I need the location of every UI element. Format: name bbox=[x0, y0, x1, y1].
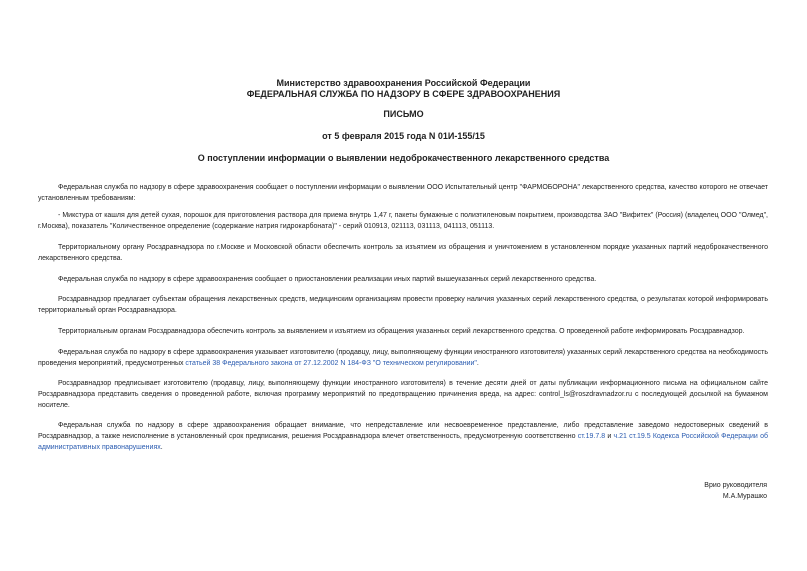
paragraph-7-text: Федеральная служба по надзору в сфере здравоохранения указывает изготовителю (продавцу, лицу, выполняющему функции иностранного изготовителя) указанных серий лекарственного средства на необходимость проведения мероприятий, предусмотренных bbox=[38, 349, 768, 367]
paragraph-7-end: . bbox=[476, 360, 479, 367]
signature-name: М.А.Мурашко bbox=[722, 493, 767, 500]
paragraph-4: Федеральная служба по надзору в сфере здравоохранения сообщает о приостановлении реализации иных партий вышеуказанных серий лекарственного средства. bbox=[58, 276, 597, 283]
document-date-number: от 5 февраля 2015 года N 01И-155/15 bbox=[322, 131, 485, 141]
koap-article-link[interactable]: ч.21 ст.19.5 Кодекса Российской Федерации об административных правонарушениях bbox=[38, 433, 768, 451]
paragraph-7 bbox=[38, 347, 768, 369]
paragraph-9-conjunction: и bbox=[605, 433, 614, 440]
paragraph-9 bbox=[38, 420, 768, 453]
article-19-7-8-link[interactable]: ст.19.7.8 bbox=[577, 433, 606, 440]
paragraph-6: Территориальным органам Росздравнадзора обеспечить контроль за выявлением и изъятием из обращения указанных серий лекарственного средства. О проведенной работе информировать Росздравнадзор. bbox=[58, 328, 745, 335]
ministry-name: Министерство здравоохранения Российской Федерации bbox=[276, 78, 531, 88]
paragraph-2: - Микстура от кашля для детей сухая, порошок для приготовления раствора для приема внутрь 1,47 г, пакеты бумажные с полиэтиленовым покрытием, производства ЗАО "Вифитех" (Россия) (владелец ООО "Олмед", г.Москва), показатель "Количественное определение (содержание натрия гидрокарбоната)" - серий 010913, 021113, 031113, 041113, 051113. bbox=[38, 212, 768, 230]
paragraph-9-end: . bbox=[160, 444, 163, 451]
paragraph-9-text: Федеральная служба по надзору в сфере здравоохранения обращает внимание, что непредставление или несвоевременное представление, либо представление заведомо недостоверных сведений в Росздравнадзор, а также неисполнение в установленный срок предписания, решения Росздравнадзора влечет ответственность, предусмотренную соответственно bbox=[38, 422, 768, 440]
document-type: ПИСЬМО bbox=[383, 109, 424, 119]
paragraph-1: Федеральная служба по надзору в сфере здравоохранения сообщает о поступлении информации о выявлении ООО Испытательный центр "ФАРМОБОРОНА" лекарственного средства, качество которого не отвечает установленным требованиям: bbox=[38, 184, 768, 202]
paragraph-5: Росздравнадзор предлагает субъектам обращения лекарственных средств, медицинским организациям провести проверку наличия указанных серий лекарственного средства, о результатах которой информировать территориальный орган Росздравнадзора. bbox=[38, 296, 768, 314]
document-subject: О поступлении информации о выявлении недоброкачественного лекарственного средства bbox=[197, 153, 610, 163]
paragraph-8: Росздравнадзор предписывает изготовителю (продавцу, лицу, выполняющему функции иностранного изготовителя) в течение десяти дней от даты публикации информационного письма на официальном сайте Росздравнадзора представить сведения о проведенной работе, включая программу мероприятий по предотвращению причинения вреда, на адрес: control_ls@roszdravnadzor.ru с последующей досылкой на бумажном носителе. bbox=[38, 380, 768, 409]
service-name: ФЕДЕРАЛЬНАЯ СЛУЖБА ПО НАДЗОРУ В СФЕРЕ ЗДРАВООХРАНЕНИЯ bbox=[246, 89, 561, 99]
federal-law-link[interactable]: статьей 38 Федерального закона от 27.12.2002 N 184-ФЗ "О техническом регулировании" bbox=[185, 360, 477, 367]
signature-position: Врио руководителя bbox=[704, 482, 767, 489]
paragraph-3: Территориальному органу Росздравнадзора по г.Москве и Московской области обеспечить контроль за изъятием из обращения и уничтожением в установленном порядке указанных партий недоброкачественного лекарственного средства. bbox=[38, 244, 768, 262]
